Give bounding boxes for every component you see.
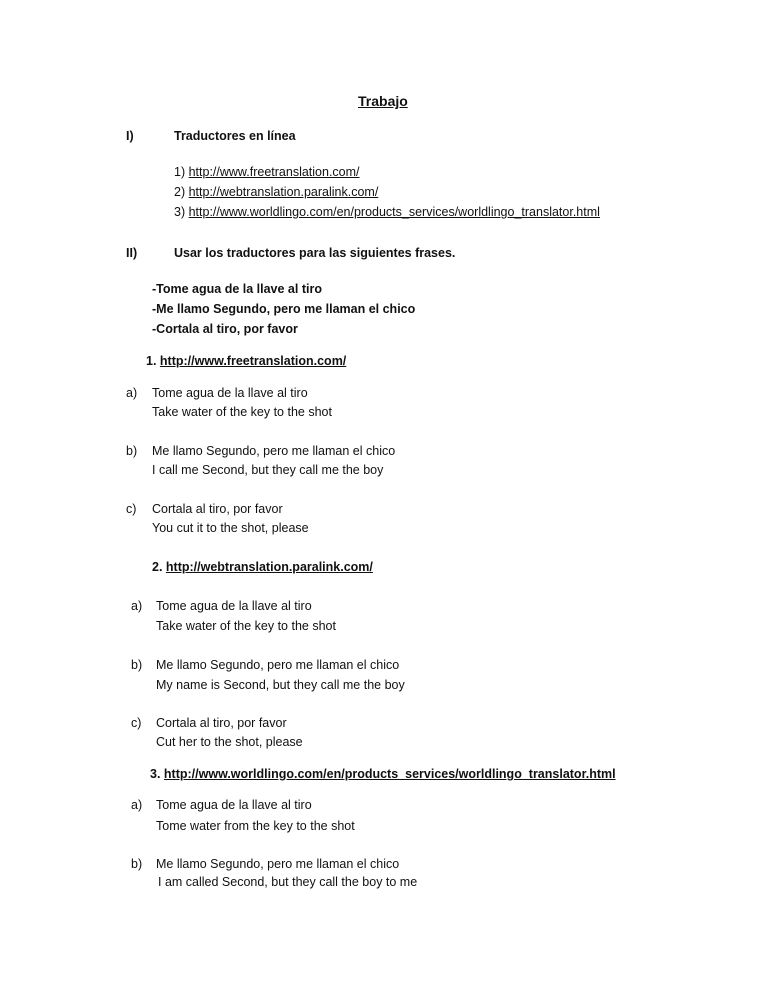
result-letter: a) <box>131 599 143 613</box>
source-phrase: Me llamo Segundo, pero me llaman el chico <box>152 444 396 458</box>
section-1-numeral: I) <box>126 129 134 143</box>
translator-link-item <box>174 164 360 180</box>
result-letter: a) <box>126 386 138 400</box>
list-number: 3) <box>174 205 186 219</box>
result-heading <box>146 353 346 369</box>
translation-text: I am called Second, but they call the boy to me <box>158 875 418 889</box>
translator-link-item <box>174 184 378 200</box>
translator-link-worldlingo[interactable]: http://www.worldlingo.com/en/products_services/worldlingo_translator.html <box>188 205 600 219</box>
list-number: 1) <box>174 165 186 179</box>
result-link-freetranslation[interactable]: http://www.freetranslation.com/ <box>159 354 347 368</box>
section-2-numeral: II) <box>126 246 138 260</box>
result-letter: a) <box>131 798 143 812</box>
result-link-worldlingo[interactable]: http://www.worldlingo.com/en/products_services/worldlingo_translator.html <box>163 767 616 781</box>
translation-text: I call me Second, but they call me the boy <box>152 463 384 477</box>
result-number: 1. <box>146 354 157 368</box>
result-heading <box>150 766 616 782</box>
result-letter: b) <box>126 444 138 458</box>
source-phrase: Tome agua de la llave al tiro <box>152 386 308 400</box>
page-title: Trabajo <box>358 93 408 109</box>
translator-link-paralink[interactable]: http://webtranslation.paralink.com/ <box>188 185 379 199</box>
result-link-paralink[interactable]: http://webtranslation.paralink.com/ <box>165 560 373 574</box>
translation-text: My name is Second, but they call me the boy <box>156 678 405 692</box>
result-letter: b) <box>131 658 143 672</box>
source-phrase: Tome agua de la llave al tiro <box>156 599 312 613</box>
translation-text: Cut her to the shot, please <box>156 735 303 749</box>
source-phrase: Me llamo Segundo, pero me llaman el chico <box>156 857 400 871</box>
section-2-heading: Usar los traductores para las siguientes frases. <box>174 246 456 260</box>
list-number: 2) <box>174 185 186 199</box>
translation-text: Tome water from the key to the shot <box>156 819 355 833</box>
result-heading <box>152 559 373 575</box>
translator-link-item <box>174 204 600 220</box>
source-phrase: Tome agua de la llave al tiro <box>156 798 312 812</box>
translation-text: Take water of the key to the shot <box>156 619 336 633</box>
source-phrase: Cortala al tiro, por favor <box>152 502 283 516</box>
result-letter: c) <box>126 502 137 516</box>
phrase-item: -Cortala al tiro, por favor <box>152 322 298 336</box>
phrase-item: -Tome agua de la llave al tiro <box>152 282 322 296</box>
result-number: 3. <box>150 767 161 781</box>
result-letter: c) <box>131 716 142 730</box>
source-phrase: Me llamo Segundo, pero me llaman el chico <box>156 658 400 672</box>
section-1-heading: Traductores en línea <box>174 129 296 143</box>
phrase-item: -Me llamo Segundo, pero me llaman el chico <box>152 302 416 316</box>
result-number: 2. <box>152 560 163 574</box>
translation-text: Take water of the key to the shot <box>152 405 332 419</box>
translation-text: You cut it to the shot, please <box>152 521 309 535</box>
result-letter: b) <box>131 857 143 871</box>
source-phrase: Cortala al tiro, por favor <box>156 716 287 730</box>
translator-link-freetranslation[interactable]: http://www.freetranslation.com/ <box>188 165 360 179</box>
